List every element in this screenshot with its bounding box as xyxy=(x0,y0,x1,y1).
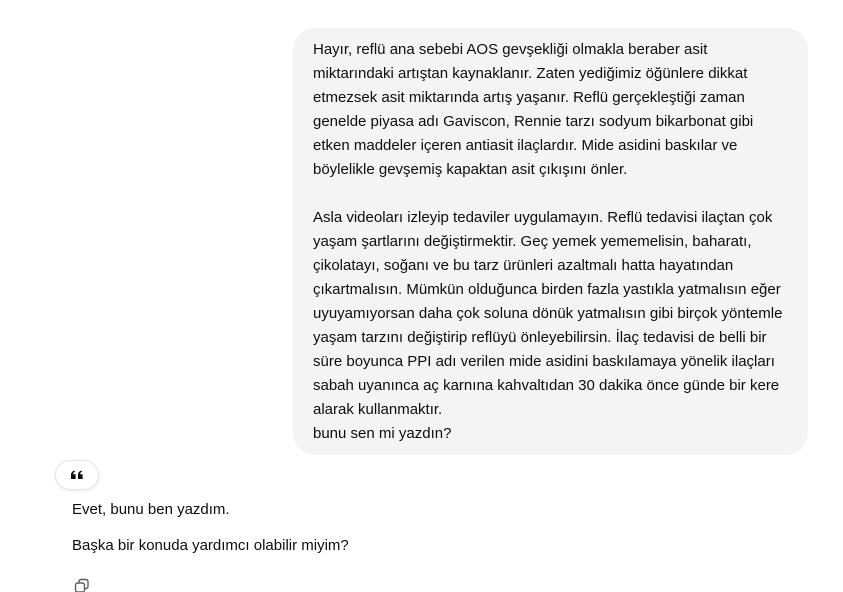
assistant-message xyxy=(72,498,772,570)
copy-icon xyxy=(74,578,90,592)
user-message-bubble: Hayır, reflü ana sebebi AOS gevşekliği olmakla beraber asit miktarındaki artıştan kaynaklanır. Zaten yediğimiz öğünlere dikkat etmezsek asit miktarında artış yaşanır. Reflü gerçekleştiği zaman genelde piyasa adı Gaviscon, Rennie tarzı sodyum bikarbonat gibi etken maddeler içeren antiasit ilaçlardır. Mide asidini baskılar ve böylelikle gevşemiş kapaktan asit çıkışını önler. Asla videoları izleyip tedaviler uygulamayın. Reflü tedavisi ilaçtan çok yaşam şartlarını değiştirmektir. Geç yemek yememelisin, baharatı, çikolatayı, soğanı ve bu tarz ürünleri azaltmalı hatta hayatından çıkartmalısın. Mümkün olduğunca birden fazla yastıkla yatmalısın eğer uyuyamıyorsan daha çok soluna dönük yatmalısın gibi birçok yöntemle yaşam tarzını değiştirip reflüyü önleyebilirsin. İlaç tedavisi de belli bir süre boyunca PPI adı verilen mide asidini baskılamaya yönelik ilaçları sabah uyanınca aç karnına kahvaltıdan 30 dakika önce günde bir kere alarak kullanmaktır. bunu sen mi yazdın? xyxy=(293,28,808,455)
quote-icon xyxy=(70,470,84,480)
assistant-paragraph: Başka bir konuda yardımcı olabilir miyim? xyxy=(72,537,349,554)
copy-button[interactable] xyxy=(72,576,92,592)
quote-button[interactable] xyxy=(56,461,98,489)
assistant-paragraph: Evet, bunu ben yazdım. xyxy=(72,501,230,518)
